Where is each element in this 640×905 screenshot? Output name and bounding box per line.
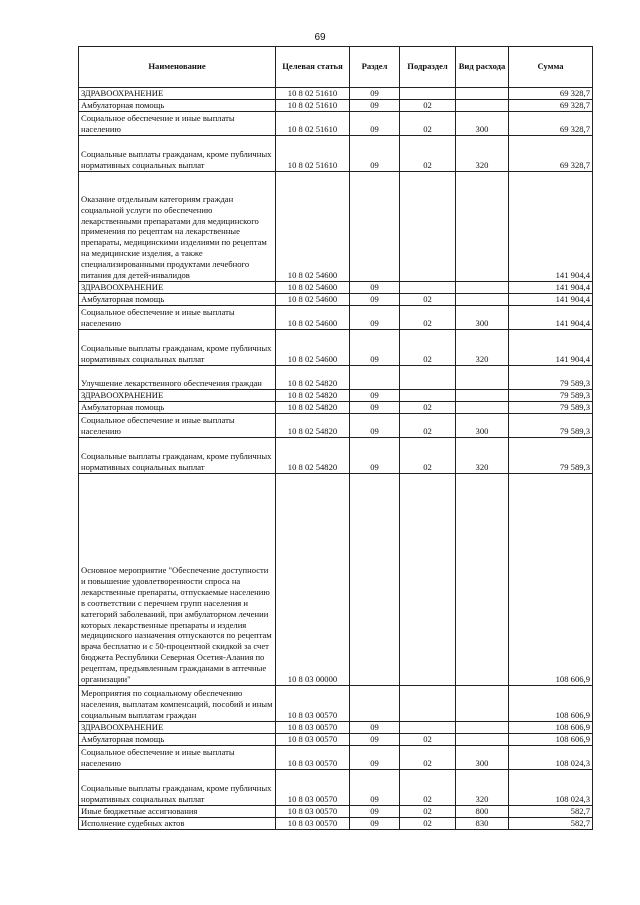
cell-section: 09 bbox=[350, 306, 400, 330]
table-row bbox=[79, 282, 593, 294]
cell-subsection bbox=[400, 366, 456, 390]
cell-name: Социальное обеспечение и иные выплаты населению bbox=[79, 306, 276, 330]
cell-expense-type: 300 bbox=[456, 414, 509, 438]
cell-amount: 141 904,4 bbox=[509, 294, 593, 306]
cell-subsection: 02 bbox=[400, 746, 456, 770]
cell-amount: 108 606,9 bbox=[509, 686, 593, 722]
cell-section: 09 bbox=[350, 770, 400, 806]
cell-amount: 69 328,7 bbox=[509, 100, 593, 112]
cell-section: 09 bbox=[350, 806, 400, 818]
cell-section: 09 bbox=[350, 112, 400, 136]
table-row bbox=[79, 402, 593, 414]
cell-section: 09 bbox=[350, 734, 400, 746]
cell-amount: 79 589,3 bbox=[509, 366, 593, 390]
cell-section bbox=[350, 172, 400, 282]
cell-expense-type bbox=[456, 172, 509, 282]
budget-table bbox=[78, 46, 593, 830]
cell-section: 09 bbox=[350, 100, 400, 112]
cell-subsection: 02 bbox=[400, 306, 456, 330]
cell-name: Амбулаторная помощь bbox=[79, 100, 276, 112]
table-header-row bbox=[79, 47, 593, 88]
cell-name: ЗДРАВООХРАНЕНИЕ bbox=[79, 88, 276, 100]
cell-amount: 141 904,4 bbox=[509, 330, 593, 366]
cell-section: 09 bbox=[350, 818, 400, 830]
cell-name: Амбулаторная помощь bbox=[79, 294, 276, 306]
cell-target: 10 8 03 00570 bbox=[276, 818, 350, 830]
cell-target: 10 8 02 51610 bbox=[276, 100, 350, 112]
cell-amount: 79 589,3 bbox=[509, 390, 593, 402]
table-row bbox=[79, 100, 593, 112]
table-row bbox=[79, 306, 593, 330]
cell-name: ЗДРАВООХРАНЕНИЕ bbox=[79, 282, 276, 294]
cell-subsection bbox=[400, 686, 456, 722]
table-row bbox=[79, 722, 593, 734]
cell-expense-type bbox=[456, 88, 509, 100]
cell-target: 10 8 02 54820 bbox=[276, 414, 350, 438]
cell-expense-type bbox=[456, 366, 509, 390]
cell-subsection: 02 bbox=[400, 100, 456, 112]
cell-target: 10 8 02 54600 bbox=[276, 306, 350, 330]
cell-name: ЗДРАВООХРАНЕНИЕ bbox=[79, 390, 276, 402]
cell-name: Социальное обеспечение и иные выплаты населению bbox=[79, 112, 276, 136]
cell-target: 10 8 02 51610 bbox=[276, 136, 350, 172]
cell-subsection bbox=[400, 282, 456, 294]
cell-subsection: 02 bbox=[400, 806, 456, 818]
table-row bbox=[79, 112, 593, 136]
cell-expense-type: 320 bbox=[456, 136, 509, 172]
cell-target: 10 8 03 00570 bbox=[276, 806, 350, 818]
cell-amount: 108 606,9 bbox=[509, 722, 593, 734]
cell-amount: 79 589,3 bbox=[509, 414, 593, 438]
table-row bbox=[79, 88, 593, 100]
header-name: Наименование bbox=[79, 47, 276, 88]
header-subsection: Подраздел bbox=[400, 47, 456, 88]
cell-amount: 108 606,9 bbox=[509, 734, 593, 746]
cell-expense-type: 300 bbox=[456, 306, 509, 330]
cell-section: 09 bbox=[350, 282, 400, 294]
cell-section: 09 bbox=[350, 746, 400, 770]
cell-target: 10 8 03 00570 bbox=[276, 722, 350, 734]
cell-amount: 141 904,4 bbox=[509, 306, 593, 330]
cell-name: Улучшение лекарственного обеспечения граждан bbox=[79, 366, 276, 390]
cell-name: Социальные выплаты гражданам, кроме публичных нормативных социальных выплат bbox=[79, 770, 276, 806]
cell-section: 09 bbox=[350, 136, 400, 172]
cell-amount: 141 904,4 bbox=[509, 172, 593, 282]
cell-subsection: 02 bbox=[400, 112, 456, 136]
cell-amount: 69 328,7 bbox=[509, 88, 593, 100]
cell-expense-type: 320 bbox=[456, 330, 509, 366]
cell-name: Амбулаторная помощь bbox=[79, 402, 276, 414]
cell-amount: 108 024,3 bbox=[509, 746, 593, 770]
cell-target: 10 8 02 51610 bbox=[276, 112, 350, 136]
cell-name: Исполнение судебных актов bbox=[79, 818, 276, 830]
cell-subsection bbox=[400, 172, 456, 282]
cell-target: 10 8 02 54600 bbox=[276, 330, 350, 366]
cell-target: 10 8 03 00570 bbox=[276, 734, 350, 746]
cell-expense-type bbox=[456, 402, 509, 414]
cell-section bbox=[350, 686, 400, 722]
cell-subsection: 02 bbox=[400, 414, 456, 438]
cell-subsection: 02 bbox=[400, 136, 456, 172]
cell-expense-type bbox=[456, 474, 509, 686]
table-row bbox=[79, 136, 593, 172]
cell-expense-type bbox=[456, 282, 509, 294]
cell-subsection bbox=[400, 722, 456, 734]
cell-expense-type: 830 bbox=[456, 818, 509, 830]
cell-name: Социальные выплаты гражданам, кроме публичных нормативных социальных выплат bbox=[79, 330, 276, 366]
page-number: 69 bbox=[314, 32, 326, 43]
cell-target: 10 8 02 54820 bbox=[276, 366, 350, 390]
cell-subsection bbox=[400, 88, 456, 100]
cell-subsection: 02 bbox=[400, 294, 456, 306]
cell-section: 09 bbox=[350, 330, 400, 366]
cell-expense-type bbox=[456, 100, 509, 112]
cell-amount: 79 589,3 bbox=[509, 402, 593, 414]
cell-subsection: 02 bbox=[400, 402, 456, 414]
cell-section: 09 bbox=[350, 402, 400, 414]
cell-target: 10 8 02 51610 bbox=[276, 88, 350, 100]
table-row bbox=[79, 474, 593, 686]
cell-target: 10 8 02 54600 bbox=[276, 294, 350, 306]
cell-expense-type bbox=[456, 722, 509, 734]
cell-name: Основное мероприятие "Обеспечение доступности и повышение удовлетворенности спроса на лекарственные препараты, отпускаемые населению в соответствии с перечнем групп населения и категорий заболеваний, при амбулаторном лечении которых лекарственные препараты и изделия медицинского назначения отпускаются по рецептам врача бесплатно и с 50-процентной скидкой за счет бюджета Республики Северная Осетия-Алания по рецептам, предъявленным гражданами в аптечные организации" bbox=[79, 474, 276, 686]
cell-name: Мероприятия по социальному обеспечению населения, выплатам компенсаций, пособий и иным социальным выплатам граждан bbox=[79, 686, 276, 722]
cell-section: 09 bbox=[350, 722, 400, 734]
header-target: Целевая статья bbox=[276, 47, 350, 88]
cell-section: 09 bbox=[350, 88, 400, 100]
table-row bbox=[79, 686, 593, 722]
cell-amount: 69 328,7 bbox=[509, 136, 593, 172]
table-row bbox=[79, 172, 593, 282]
cell-subsection: 02 bbox=[400, 818, 456, 830]
cell-section: 09 bbox=[350, 414, 400, 438]
cell-name: Оказание отдельным категориям граждан социальной услуги по обеспечению лекарственными препаратами для медицинского применения по рецептам на лекарственные препараты, медицинскими изделиями по рецептам на медицинские изделия, а также специализированными продуктами лечебного питания для детей-инвалидов bbox=[79, 172, 276, 282]
cell-subsection bbox=[400, 390, 456, 402]
cell-section bbox=[350, 366, 400, 390]
cell-target: 10 8 03 00570 bbox=[276, 746, 350, 770]
header-section: Раздел bbox=[350, 47, 400, 88]
cell-amount: 79 589,3 bbox=[509, 438, 593, 474]
cell-subsection: 02 bbox=[400, 330, 456, 366]
table-row bbox=[79, 438, 593, 474]
cell-expense-type: 800 bbox=[456, 806, 509, 818]
cell-subsection: 02 bbox=[400, 734, 456, 746]
table-row bbox=[79, 366, 593, 390]
table-row bbox=[79, 746, 593, 770]
cell-expense-type: 320 bbox=[456, 770, 509, 806]
cell-amount: 582,7 bbox=[509, 818, 593, 830]
cell-target: 10 8 03 00000 bbox=[276, 474, 350, 686]
cell-expense-type bbox=[456, 686, 509, 722]
cell-expense-type bbox=[456, 294, 509, 306]
cell-section: 09 bbox=[350, 294, 400, 306]
cell-amount: 69 328,7 bbox=[509, 112, 593, 136]
cell-target: 10 8 02 54600 bbox=[276, 282, 350, 294]
cell-subsection bbox=[400, 474, 456, 686]
table-row bbox=[79, 818, 593, 830]
table-row bbox=[79, 390, 593, 402]
cell-name: Амбулаторная помощь bbox=[79, 734, 276, 746]
cell-target: 10 8 03 00570 bbox=[276, 770, 350, 806]
table-row bbox=[79, 330, 593, 366]
cell-section: 09 bbox=[350, 390, 400, 402]
table-row bbox=[79, 806, 593, 818]
cell-subsection: 02 bbox=[400, 438, 456, 474]
cell-amount: 141 904,4 bbox=[509, 282, 593, 294]
cell-name: Социальное обеспечение и иные выплаты населению bbox=[79, 746, 276, 770]
cell-amount: 108 606,9 bbox=[509, 474, 593, 686]
cell-name: Социальные выплаты гражданам, кроме публичных нормативных социальных выплат bbox=[79, 438, 276, 474]
cell-name: Социальные выплаты гражданам, кроме публичных нормативных социальных выплат bbox=[79, 136, 276, 172]
cell-expense-type: 300 bbox=[456, 746, 509, 770]
cell-expense-type bbox=[456, 734, 509, 746]
cell-target: 10 8 03 00570 bbox=[276, 686, 350, 722]
table-row bbox=[79, 770, 593, 806]
cell-section: 09 bbox=[350, 438, 400, 474]
table-row bbox=[79, 294, 593, 306]
cell-expense-type: 320 bbox=[456, 438, 509, 474]
header-amount: Сумма bbox=[509, 47, 593, 88]
table-row bbox=[79, 734, 593, 746]
cell-target: 10 8 02 54820 bbox=[276, 390, 350, 402]
cell-subsection: 02 bbox=[400, 770, 456, 806]
cell-target: 10 8 02 54600 bbox=[276, 172, 350, 282]
cell-name: ЗДРАВООХРАНЕНИЕ bbox=[79, 722, 276, 734]
cell-name: Иные бюджетные ассигнования bbox=[79, 806, 276, 818]
table-row bbox=[79, 414, 593, 438]
cell-expense-type: 300 bbox=[456, 112, 509, 136]
cell-section bbox=[350, 474, 400, 686]
cell-expense-type bbox=[456, 390, 509, 402]
header-expense-type: Вид расхода bbox=[456, 47, 509, 88]
cell-target: 10 8 02 54820 bbox=[276, 438, 350, 474]
cell-target: 10 8 02 54820 bbox=[276, 402, 350, 414]
cell-amount: 582,7 bbox=[509, 806, 593, 818]
cell-name: Социальное обеспечение и иные выплаты населению bbox=[79, 414, 276, 438]
cell-amount: 108 024,3 bbox=[509, 770, 593, 806]
